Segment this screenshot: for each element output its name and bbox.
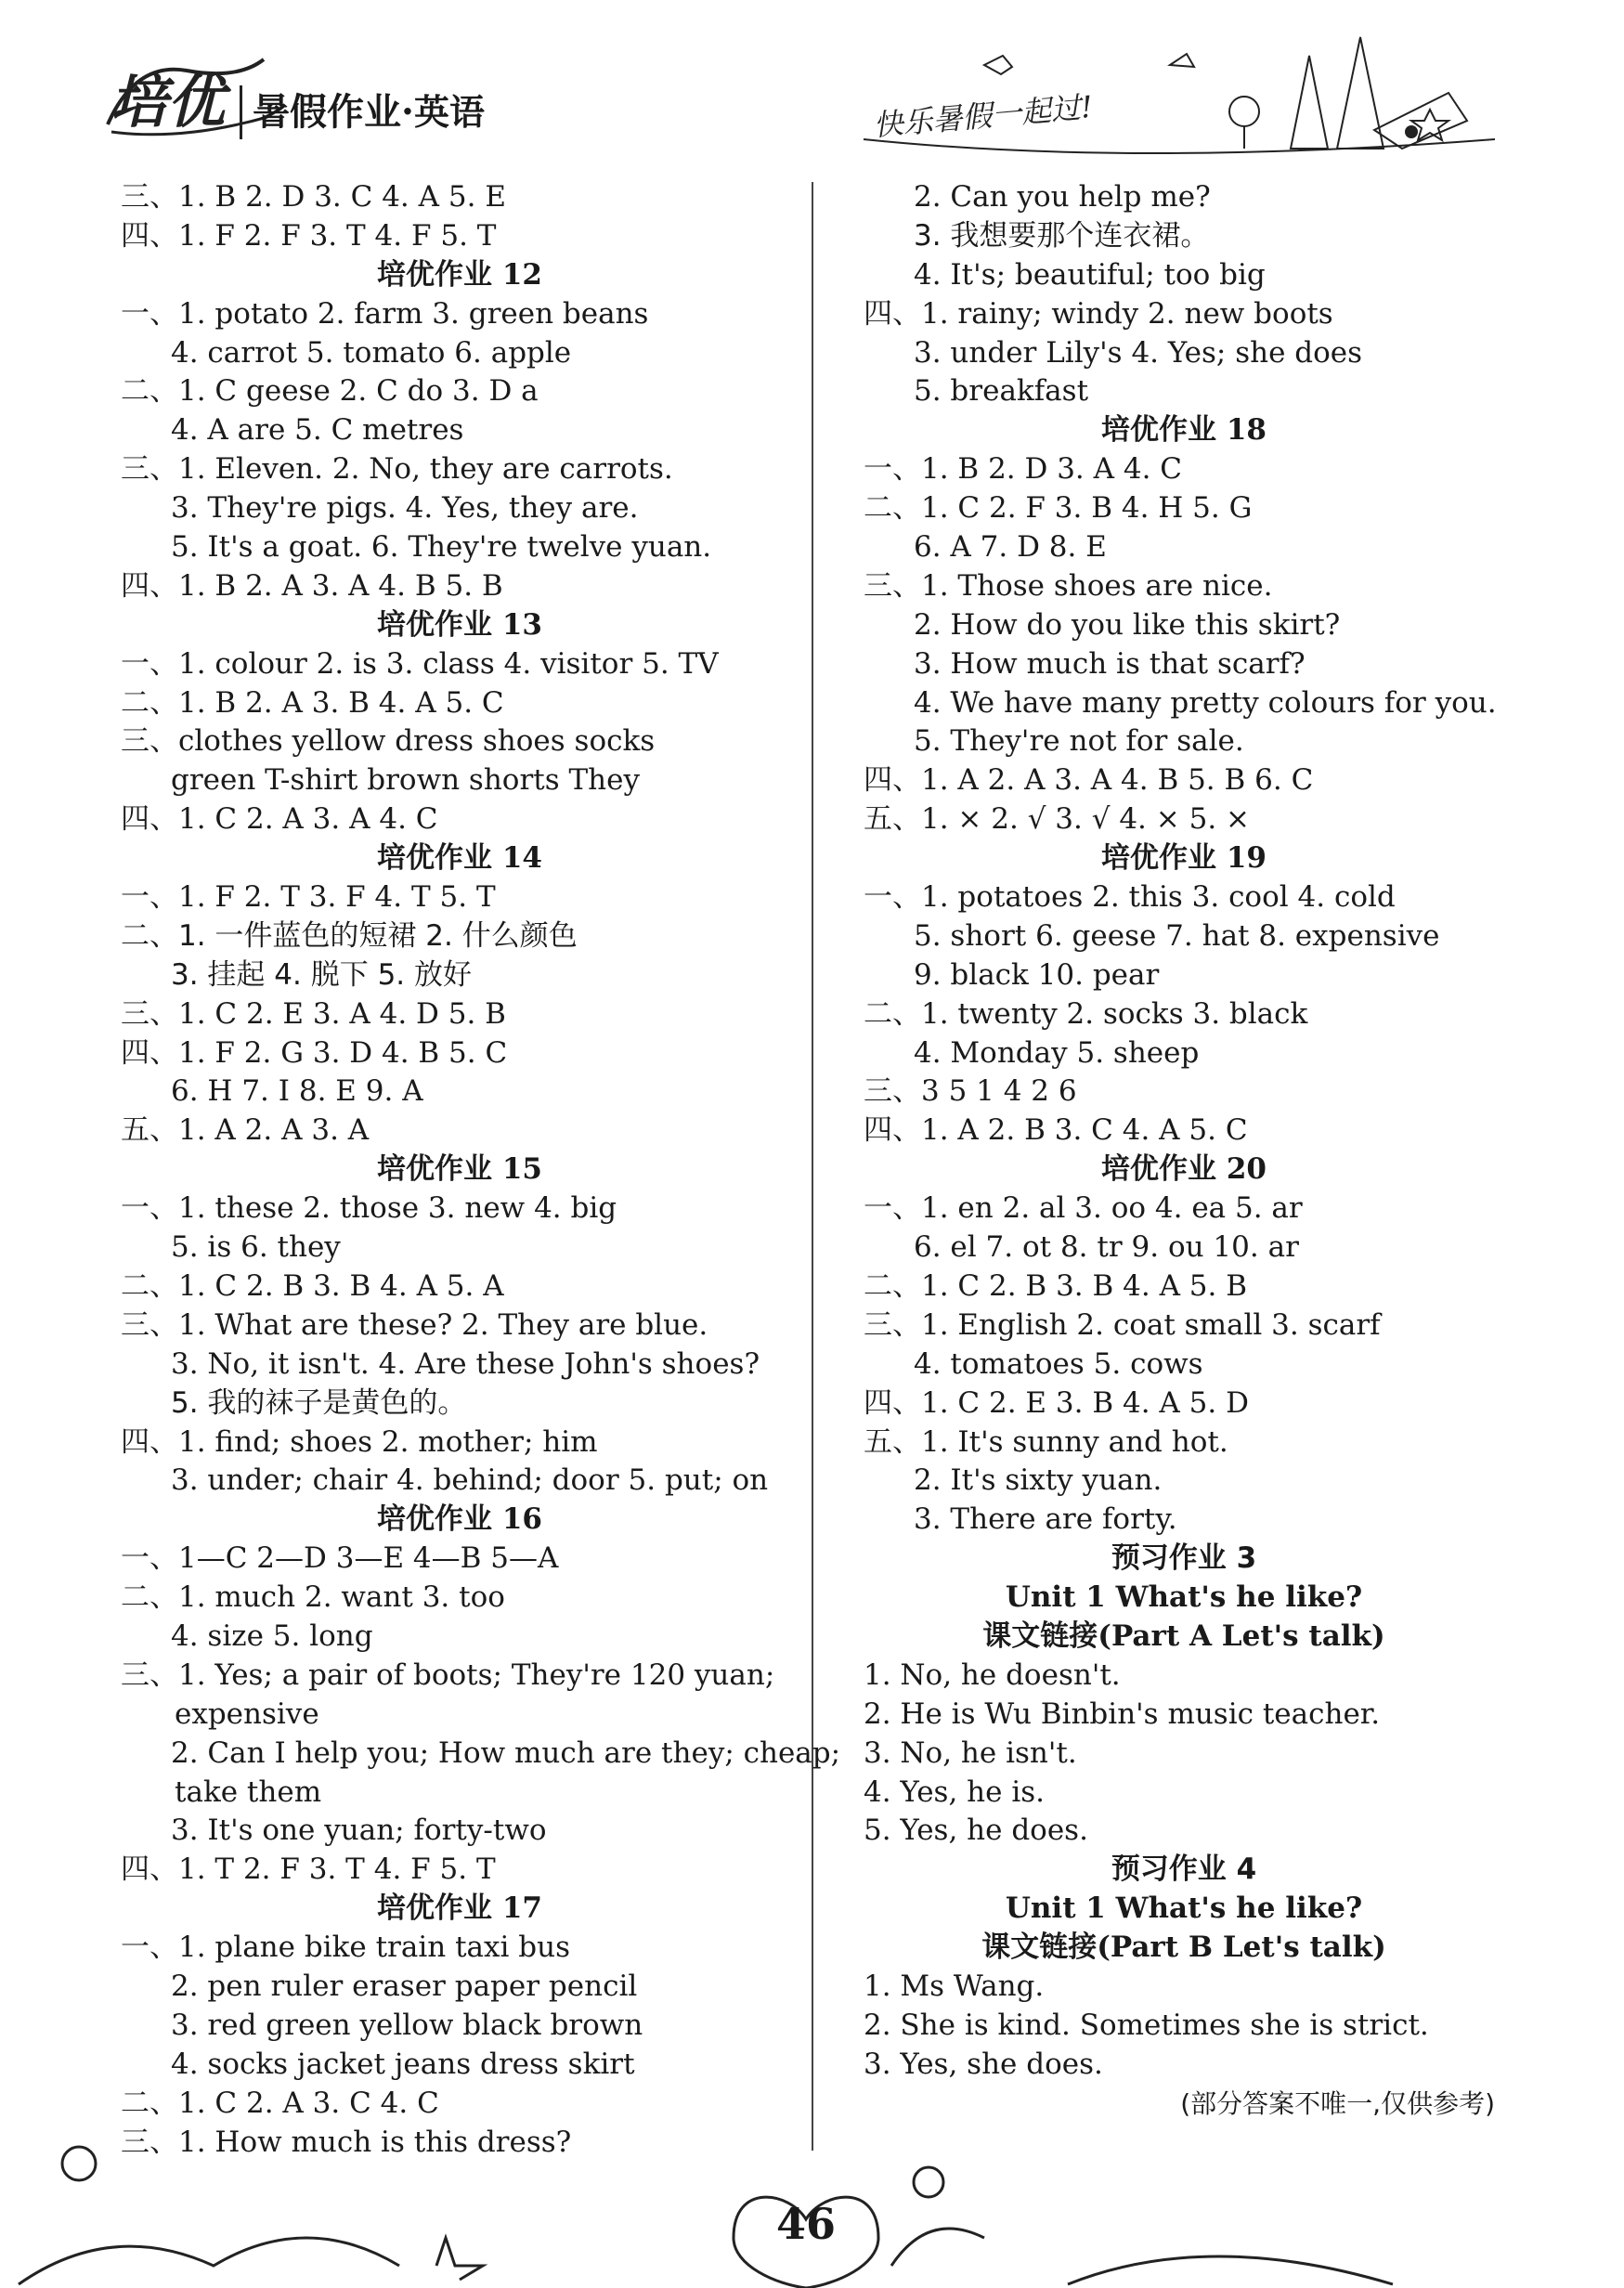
answer-line: 1. Ms Wang. bbox=[864, 1969, 1045, 2003]
column-divider bbox=[812, 182, 813, 2151]
answer-line: 5. is 6. they bbox=[171, 1230, 341, 1265]
answer-line: 二、1. C 2. A 3. C 4. C bbox=[121, 2086, 439, 2120]
section-heading: 培优作业 19 bbox=[1101, 841, 1267, 876]
answer-line: 3. No, it isn't. 4. Are these John's shoes? bbox=[171, 1346, 760, 1381]
answer-line: 2. How do you like this skirt? bbox=[914, 607, 1341, 642]
answer-line: 一、1. F 2. T 3. F 4. T 5. T bbox=[121, 880, 496, 915]
section-heading: Unit 1 What's he like? bbox=[1005, 1580, 1363, 1615]
answer-line: 3. 挂起 4. 脱下 5. 放好 bbox=[171, 957, 473, 992]
answer-line: 5. It's a goat. 6. They're twelve yuan. bbox=[171, 530, 712, 565]
answer-line: 三、1. What are these? 2. They are blue. bbox=[121, 1307, 708, 1342]
answer-column-left bbox=[121, 178, 841, 2162]
section-heading: 课文链接(Part B Let's talk) bbox=[981, 1930, 1386, 1965]
answer-line: 4. size 5. long bbox=[171, 1618, 373, 1653]
answer-line: 4. A are 5. C metres bbox=[171, 413, 464, 448]
book-title bbox=[253, 89, 485, 136]
answer-line: 二、1. twenty 2. socks 3. black bbox=[864, 996, 1308, 1031]
answer-line: 一、1. potatoes 2. this 3. cool 4. cold bbox=[864, 880, 1396, 915]
answer-line: 5. 我的袜子是黄色的。 bbox=[171, 1385, 467, 1420]
answer-line: 2. Can you help me? bbox=[914, 180, 1211, 214]
answer-line: 四、1. F 2. G 3. D 4. B 5. C bbox=[121, 1035, 508, 1070]
section-heading: 预习作业 3 bbox=[1111, 1541, 1257, 1576]
answer-line: 4. Monday 5. sheep bbox=[914, 1035, 1200, 1070]
header-slogan: 快乐暑假一起过! bbox=[871, 88, 1095, 144]
answer-line: 3. There are forty. bbox=[914, 1502, 1177, 1537]
section-heading: 培优作业 20 bbox=[1101, 1152, 1267, 1187]
answer-line: 三、1. English 2. coat small 3. scarf bbox=[864, 1307, 1381, 1342]
answer-line: 四、1. C 2. A 3. A 4. C bbox=[121, 802, 438, 837]
book-subject: 英语 bbox=[413, 91, 485, 133]
answer-line: 四、1. C 2. E 3. B 4. A 5. D bbox=[864, 1385, 1249, 1420]
answer-line: 5. breakfast bbox=[914, 374, 1089, 409]
answer-line: 三、1. How much is this dress? bbox=[121, 2125, 572, 2159]
answer-line: 二、1. 一件蓝色的短裙 2. 什么颜色 bbox=[121, 918, 578, 953]
answer-line: 3. red green yellow black brown bbox=[171, 2008, 643, 2042]
answer-line: green T-shirt brown shorts They bbox=[171, 763, 641, 798]
answer-line: 9. black 10. pear bbox=[914, 957, 1160, 992]
section-heading: 培优作业 18 bbox=[1101, 413, 1267, 448]
answer-line: 二、1. C 2. F 3. B 4. H 5. G bbox=[864, 491, 1253, 526]
answer-line: 一、1. plane bike train taxi bus bbox=[121, 1930, 570, 1965]
answer-line: 一、1—C 2—D 3—E 4—B 5—A bbox=[121, 1541, 559, 1576]
answer-line: 三、1. Yes; a pair of boots; They're 120 yuan; bbox=[121, 1658, 775, 1692]
answer-line: 4. tomatoes 5. cows bbox=[914, 1346, 1203, 1381]
answer-line: 一、1. B 2. D 3. A 4. C bbox=[864, 452, 1183, 487]
section-heading: 培优作业 16 bbox=[377, 1502, 542, 1537]
header-divider bbox=[240, 85, 242, 139]
page-header bbox=[0, 0, 1624, 176]
answer-line: 一、1. potato 2. farm 3. green beans bbox=[121, 296, 649, 331]
answer-line: 2. He is Wu Binbin's music teacher. bbox=[864, 1696, 1381, 1731]
section-heading: 培优作业 12 bbox=[377, 257, 542, 292]
answer-line: 二、1. C 2. B 3. B 4. A 5. A bbox=[121, 1268, 504, 1303]
answer-column-right bbox=[864, 178, 1504, 2124]
answer-line: 3. under Lily's 4. Yes; she does bbox=[914, 335, 1363, 370]
answer-line: 3. Yes, she does. bbox=[864, 2047, 1103, 2081]
answer-line: 三、1. B 2. D 3. C 4. A 5. E bbox=[121, 180, 506, 214]
answer-line: 二、1. much 2. want 3. too bbox=[121, 1580, 505, 1615]
section-heading: 课文链接(Part A Let's talk) bbox=[982, 1618, 1385, 1653]
logo: 培优 bbox=[110, 68, 226, 136]
answer-line: 二、1. C 2. B 3. B 4. A 5. B bbox=[864, 1268, 1248, 1303]
answer-line: 4. It's; beautiful; too big bbox=[914, 257, 1266, 292]
answer-line: 五、1. It's sunny and hot. bbox=[864, 1424, 1228, 1459]
page-number: 46 bbox=[775, 2199, 836, 2249]
answer-line: 一、1. these 2. those 3. new 4. big bbox=[121, 1191, 617, 1226]
answer-line: 1. No, he doesn't. bbox=[864, 1658, 1121, 1692]
answer-line: 三、1. Eleven. 2. No, they are carrots. bbox=[121, 452, 673, 487]
answer-line: 4. socks jacket jeans dress skirt bbox=[171, 2047, 635, 2081]
answer-line: 四、1. A 2. A 3. A 4. B 5. B 6. C bbox=[864, 763, 1314, 798]
answer-line: 三、clothes yellow dress shoes socks bbox=[121, 724, 656, 759]
answer-line: 三、1. Those shoes are nice. bbox=[864, 568, 1273, 603]
answer-line: 2. It's sixty yuan. bbox=[914, 1463, 1163, 1498]
answer-line: 4. carrot 5. tomato 6. apple bbox=[171, 335, 572, 370]
answer-line: 6. H 7. I 8. E 9. A bbox=[171, 1074, 423, 1109]
answer-line: 6. A 7. D 8. E bbox=[914, 530, 1107, 565]
section-heading: 培优作业 13 bbox=[377, 607, 542, 642]
answer-line: 3. under; chair 4. behind; door 5. put; on bbox=[171, 1463, 769, 1498]
answer-line: 二、1. B 2. A 3. B 4. A 5. C bbox=[121, 685, 504, 720]
answer-line: 五、1. × 2. √ 3. √ 4. × 5. × bbox=[864, 802, 1251, 837]
answer-line: 3. No, he isn't. bbox=[864, 1736, 1077, 1770]
answer-line: 4. We have many pretty colours for you. bbox=[914, 685, 1497, 720]
answer-line: 4. Yes, he is. bbox=[864, 1774, 1046, 1809]
answer-line: 3. How much is that scarf? bbox=[914, 646, 1306, 681]
answer-line: 5. They're not for sale. bbox=[914, 724, 1244, 759]
answer-line: 2. pen ruler eraser paper pencil bbox=[171, 1969, 638, 2003]
answer-line: 四、1. F 2. F 3. T 4. F 5. T bbox=[121, 218, 497, 253]
section-heading: 培优作业 14 bbox=[377, 841, 542, 876]
answer-line: 3. It's one yuan; forty-two bbox=[171, 1814, 547, 1848]
section-heading: 培优作业 15 bbox=[377, 1152, 542, 1187]
answer-line: take them bbox=[175, 1774, 322, 1809]
section-heading: Unit 1 What's he like? bbox=[1005, 1892, 1363, 1926]
section-heading: 培优作业 17 bbox=[377, 1892, 542, 1926]
answer-line: 三、1. C 2. E 3. A 4. D 5. B bbox=[121, 996, 506, 1031]
answer-line: 3. They're pigs. 4. Yes, they are. bbox=[171, 491, 639, 526]
answer-line: 四、1. B 2. A 3. A 4. B 5. B bbox=[121, 568, 503, 603]
answer-line: 3. 我想要那个连衣裙。 bbox=[914, 218, 1210, 253]
answer-line: 5. short 6. geese 7. hat 8. expensive bbox=[914, 918, 1440, 953]
book-title-text: 暑假作业· bbox=[253, 90, 414, 134]
answer-line: 四、1. A 2. B 3. C 4. A 5. C bbox=[864, 1113, 1248, 1148]
answer-line: 6. el 7. ot 8. tr 9. ou 10. ar bbox=[914, 1230, 1299, 1265]
answer-line: 2. Can I help you; How much are they; cheap; bbox=[171, 1736, 841, 1770]
answer-line: 三、3 5 1 4 2 6 bbox=[864, 1074, 1077, 1109]
answer-line: 二、1. C geese 2. C do 3. D a bbox=[121, 374, 539, 409]
answer-line: (部分答案不唯一,仅供参考) bbox=[1180, 2087, 1495, 2119]
answer-line: 四、1. find; shoes 2. mother; him bbox=[121, 1424, 598, 1459]
answer-line: 一、1. colour 2. is 3. class 4. visitor 5. TV bbox=[121, 646, 719, 681]
answer-line: 四、1. rainy; windy 2. new boots bbox=[864, 296, 1333, 331]
answer-line: 2. She is kind. Sometimes she is strict. bbox=[864, 2008, 1429, 2042]
answer-line: 一、1. en 2. al 3. oo 4. ea 5. ar bbox=[864, 1191, 1303, 1226]
answer-line: 5. Yes, he does. bbox=[864, 1814, 1088, 1848]
section-heading: 预习作业 4 bbox=[1111, 1852, 1257, 1887]
answer-line: expensive bbox=[175, 1696, 319, 1731]
answer-line: 五、1. A 2. A 3. A bbox=[121, 1113, 370, 1148]
answer-line: 四、1. T 2. F 3. T 4. F 5. T bbox=[121, 1852, 496, 1887]
